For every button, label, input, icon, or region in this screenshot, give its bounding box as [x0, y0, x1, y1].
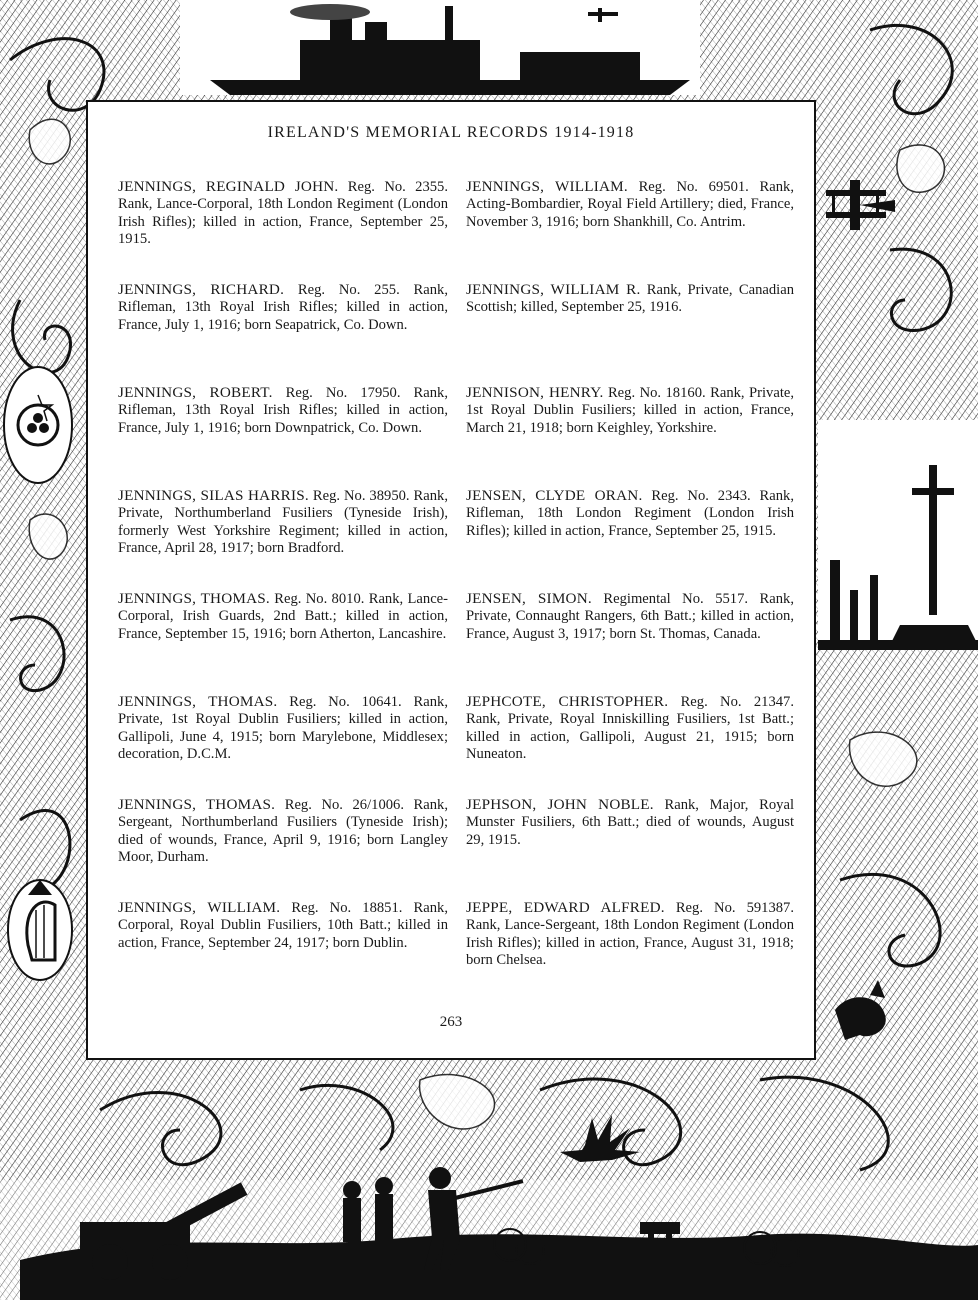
- record-name: JENNINGS, WILLIAM R.: [466, 281, 641, 298]
- record-name: JENNINGS, RICHARD.: [118, 281, 285, 298]
- record-entry: [118, 796, 448, 899]
- records-panel: [86, 100, 816, 1060]
- record-name: JENNINGS, SILAS HARRIS.: [118, 487, 309, 504]
- record-entry: [466, 487, 794, 590]
- record-name: JENNINGS, WILLIAM.: [118, 899, 281, 916]
- record-name: JEPPE, EDWARD ALFRED.: [466, 899, 665, 916]
- record-entry: [466, 384, 794, 487]
- record-details: Reg. No. 38950. Rank, Private, Northumberland Fusiliers (Tyneside Irish), formerly West Yorkshire Regiment; killed in action, France, April 28, 1917; born Bradford.: [118, 488, 448, 557]
- record-details: Reg. No. 69501. Rank, Acting-Bombardier, Royal Field Artillery; died, France, November 3, 1916; born Shankhill, Co. Antrim.: [466, 179, 794, 230]
- record-name: JENSEN, CLYDE ORAN.: [466, 487, 643, 504]
- record-entry: [466, 899, 794, 1002]
- record-details: Reg. No. 255. Rank, Rifleman, 13th Royal Irish Rifles; killed in action, France, July 1, 1916; born Seapatrick, Co. Down.: [118, 282, 448, 333]
- record-entry: [466, 796, 794, 899]
- page-title: IRELAND'S MEMORIAL RECORDS 1914-1918: [267, 124, 635, 141]
- harp-crest-badge: [8, 880, 72, 980]
- record-entry: [466, 178, 794, 281]
- record-details: Rank, Major, Royal Munster Fusiliers, 6th Batt.; died of wounds, August 29, 1915.: [466, 797, 794, 848]
- record-entry: [466, 590, 794, 693]
- record-entry: [466, 693, 794, 796]
- record-details: Reg. No. 17950. Rank, Rifleman, 13th Royal Irish Rifles; killed in action, France, July 1, 1916; born Downpatrick, Co. Down.: [118, 385, 448, 436]
- record-entry: [118, 693, 448, 796]
- record-name: JENSEN, SIMON.: [466, 590, 592, 607]
- record-details: Reg. No. 591387. Rank, Lance-Sergeant, 18th London Regiment (London Irish Rifles); killed in action, France, August 31, 1918; born Chelsea.: [466, 900, 794, 969]
- record-name: JENNINGS, REGINALD JOHN.: [118, 178, 339, 195]
- record-details: Reg. No. 2355. Rank, Lance-Corporal, 18th London Regiment (London Irish Rifles); killed in action, France, September 25, 1915.: [118, 179, 449, 248]
- record-entry: [118, 178, 448, 281]
- record-entry: [118, 590, 448, 693]
- record-entry: [118, 281, 448, 384]
- page-number: 263: [439, 1014, 463, 1030]
- shamrock-badge: [4, 367, 72, 483]
- record-details: Reg. No. 18160. Rank, Private, 1st Royal Dublin Fusiliers; killed in action, France, March 21, 1918; born Keighley, Yorkshire.: [466, 385, 794, 436]
- record-entry: [118, 384, 448, 487]
- record-name: JENNINGS, THOMAS.: [118, 693, 278, 710]
- record-details: Reg. No. 10641. Rank, Private, 1st Royal Dublin Fusiliers; killed in action, Gallipoli, June 4, 1915; born Marylebone, Middlesex; decoration, D.C.M.: [118, 694, 448, 763]
- record-name: JENNISON, HENRY.: [466, 384, 604, 401]
- record-details: Rank, Private, Canadian Scottish; killed, September 25, 1916.: [466, 282, 794, 316]
- record-entry: [118, 487, 448, 590]
- record-name: JENNINGS, ROBERT.: [118, 384, 273, 401]
- record-details: Reg. No. 26/1006. Rank, Sergeant, Northumberland Fusiliers (Tyneside Irish); died of wounds, France, April 9, 1916; born Langley Moor, Durham.: [118, 797, 448, 866]
- record-details: Reg. No. 2343. Rank, Rifleman, 18th London Regiment (London Irish Rifles); killed in action, France, September 25, 1915.: [466, 488, 794, 539]
- record-name: JEPHCOTE, CHRISTOPHER.: [466, 693, 669, 710]
- record-details: Reg. No. 18851. Rank, Corporal, Royal Dublin Fusiliers, 10th Batt.; killed in action, France, September 24, 1917; born Dublin.: [118, 900, 448, 951]
- record-name: JEPHSON, JOHN NOBLE.: [466, 796, 654, 813]
- record-details: Reg. No. 8010. Rank, Lance-Corporal, Irish Guards, 2nd Batt.; killed in action, France, September 15, 1916; born Atherton, Lancashire.: [118, 591, 449, 642]
- record-details: Regimental No. 5517. Rank, Private, Connaught Rangers, 6th Batt.; killed in action, France, August 3, 1917; born St. Thomas, Canada.: [466, 591, 795, 642]
- record-name: JENNINGS, THOMAS.: [118, 590, 270, 607]
- record-name: JENNINGS, WILLIAM.: [466, 178, 628, 195]
- record-name: JENNINGS, THOMAS.: [118, 796, 276, 813]
- record-entry: [466, 281, 794, 384]
- right-column: [466, 178, 794, 1002]
- record-entry: [118, 899, 448, 1002]
- left-column: [118, 178, 448, 1002]
- record-details: Reg. No. 21347. Rank, Private, Royal Inniskilling Fusiliers, 1st Batt.; killed in action, Gallipoli, August 21, 1915; born Nuneaton.: [466, 694, 794, 763]
